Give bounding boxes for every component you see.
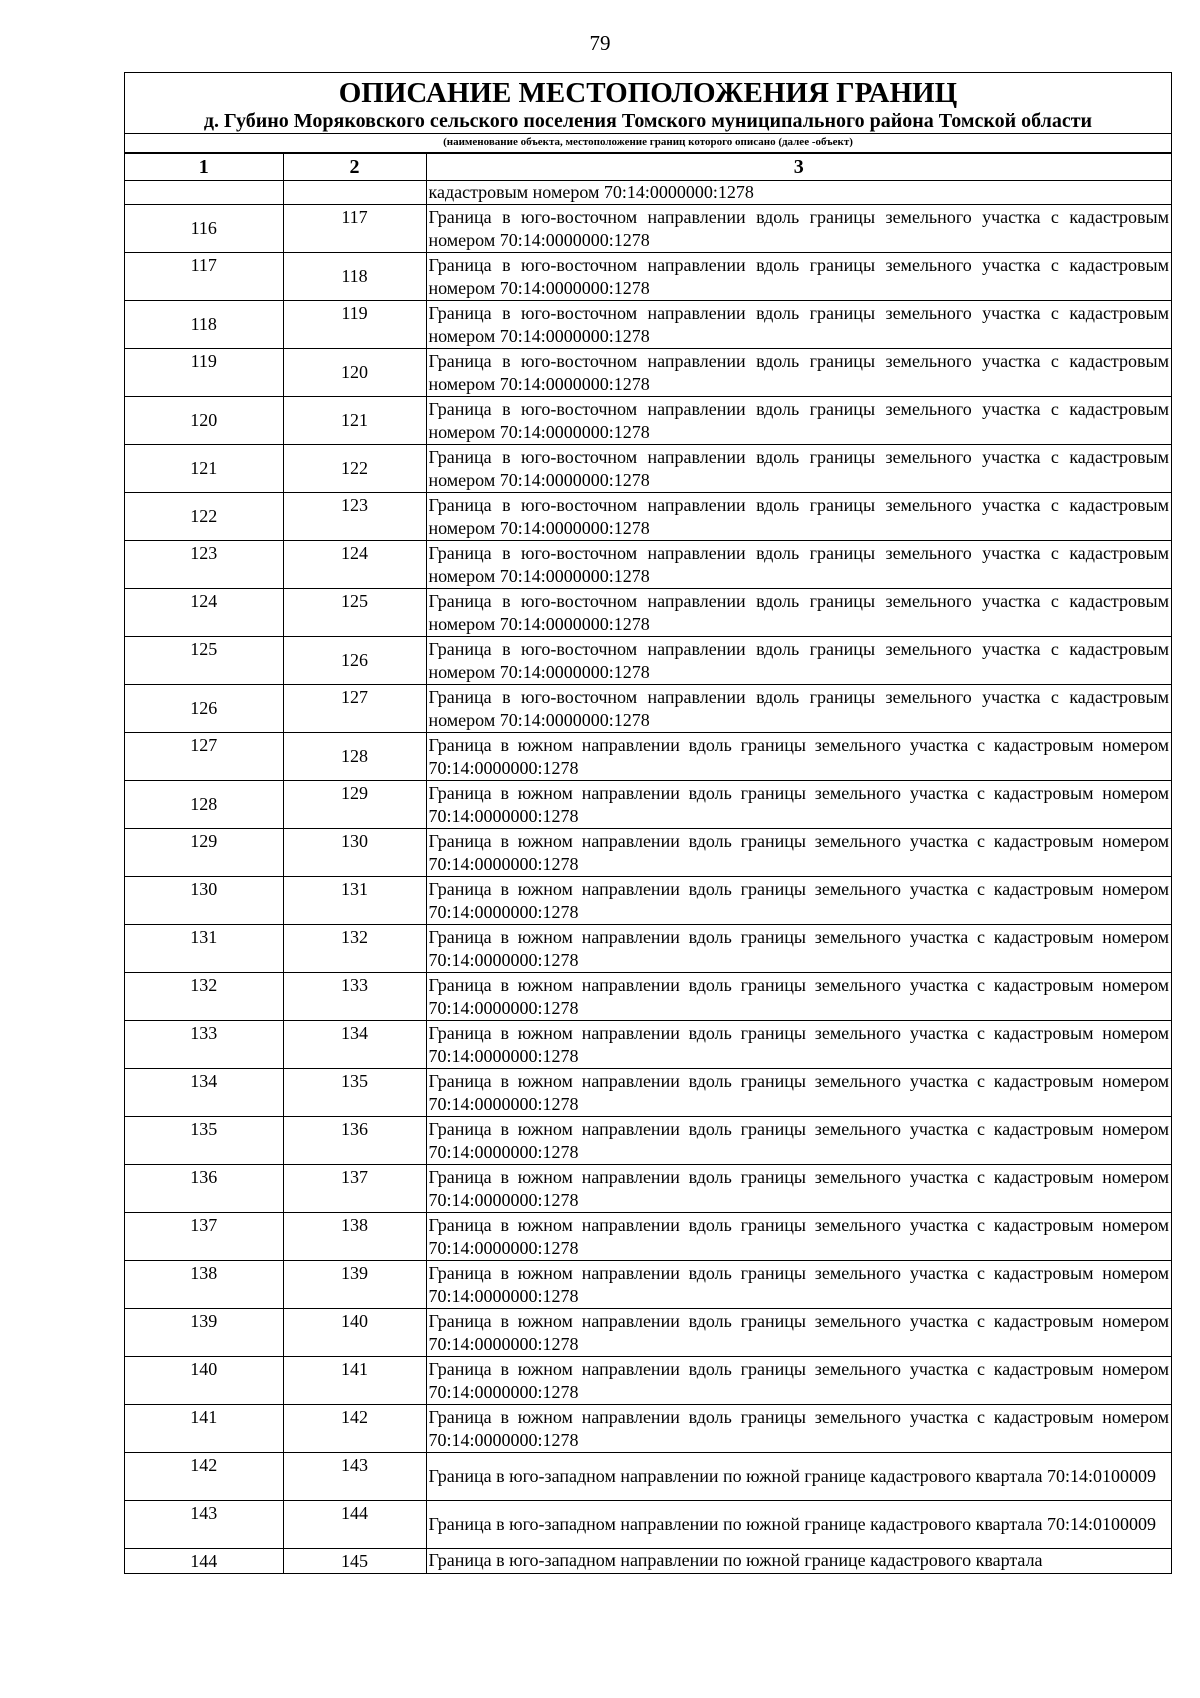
- description-cell: Граница в юго-восточном направлении вдоль границы земельного участка с кадастровым номером 70:14:0000000:1278: [426, 205, 1171, 253]
- boundary-table: [125, 152, 1171, 1573]
- point-to-cell: 142: [283, 1405, 426, 1453]
- point-from-cell: 124: [125, 589, 283, 637]
- description-cell: Граница в юго-восточном направлении вдоль границы земельного участка с кадастровым номером 70:14:0000000:1278: [426, 253, 1171, 301]
- description-cell: Граница в южном направлении вдоль границы земельного участка с кадастровым номером 70:14:0000000:1278: [426, 1021, 1171, 1069]
- description-cell: кадастровым номером 70:14:0000000:1278: [426, 181, 1171, 205]
- description-cell: Граница в южном направлении вдоль границы земельного участка с кадастровым номером 70:14:0000000:1278: [426, 829, 1171, 877]
- document-frame: [124, 72, 1172, 1574]
- point-from-cell: 140: [125, 1357, 283, 1405]
- table-row: [125, 1549, 1171, 1574]
- description-cell: Граница в южном направлении вдоль границы земельного участка с кадастровым номером 70:14:0000000:1278: [426, 1069, 1171, 1117]
- page-number: 79: [589, 31, 611, 55]
- point-to-cell: 136: [283, 1117, 426, 1165]
- table-row: [125, 301, 1171, 349]
- description-cell: Граница в южном направлении вдоль границы земельного участка с кадастровым номером 70:14:0000000:1278: [426, 1213, 1171, 1261]
- table-row: [125, 1501, 1171, 1549]
- point-to-cell: 127: [283, 685, 426, 733]
- point-to-cell: 134: [283, 1021, 426, 1069]
- point-from-cell: 120: [125, 397, 283, 445]
- description-cell: Граница в юго-западном направлении по южной границе кадастрового квартала: [426, 1549, 1171, 1574]
- table-row: [125, 973, 1171, 1021]
- table-row: [125, 1309, 1171, 1357]
- point-to-cell: 133: [283, 973, 426, 1021]
- point-from-cell: 130: [125, 877, 283, 925]
- description-cell: Граница в юго-западном направлении по южной границе кадастрового квартала 70:14:0100009: [426, 1501, 1171, 1549]
- table-row: [125, 1357, 1171, 1405]
- point-to-cell: 132: [283, 925, 426, 973]
- table-row: [125, 1117, 1171, 1165]
- point-from-cell: 127: [125, 733, 283, 781]
- point-from-cell: 137: [125, 1213, 283, 1261]
- description-cell: Граница в южном направлении вдоль границы земельного участка с кадастровым номером 70:14:0000000:1278: [426, 733, 1171, 781]
- column-header-3: 3: [426, 153, 1171, 181]
- table-row: [125, 925, 1171, 973]
- point-to-cell: 144: [283, 1501, 426, 1549]
- table-row: [125, 589, 1171, 637]
- point-from-cell: 128: [125, 781, 283, 829]
- description-cell: Граница в юго-восточном направлении вдоль границы земельного участка с кадастровым номером 70:14:0000000:1278: [426, 541, 1171, 589]
- table-row: [125, 493, 1171, 541]
- point-to-cell: 119: [283, 301, 426, 349]
- point-from-cell: 135: [125, 1117, 283, 1165]
- table-row: [125, 1453, 1171, 1501]
- point-from-cell: 131: [125, 925, 283, 973]
- point-to-cell: 139: [283, 1261, 426, 1309]
- table-row: [125, 1213, 1171, 1261]
- table-row: [125, 1165, 1171, 1213]
- point-to-cell: 137: [283, 1165, 426, 1213]
- point-from-cell: 134: [125, 1069, 283, 1117]
- description-cell: Граница в юго-восточном направлении вдоль границы земельного участка с кадастровым номером 70:14:0000000:1278: [426, 493, 1171, 541]
- description-cell: Граница в юго-восточном направлении вдоль границы земельного участка с кадастровым номером 70:14:0000000:1278: [426, 685, 1171, 733]
- description-cell: Граница в южном направлении вдоль границы земельного участка с кадастровым номером 70:14:0000000:1278: [426, 1165, 1171, 1213]
- point-to-cell: 138: [283, 1213, 426, 1261]
- table-row: [125, 1021, 1171, 1069]
- table-row: [125, 637, 1171, 685]
- table-row: [125, 1069, 1171, 1117]
- column-header-1: 1: [125, 153, 283, 181]
- table-header-row: [125, 153, 1171, 181]
- table-row: [125, 781, 1171, 829]
- point-to-cell: 140: [283, 1309, 426, 1357]
- point-from-cell: 143: [125, 1501, 283, 1549]
- description-cell: Граница в юго-восточном направлении вдоль границы земельного участка с кадастровым номером 70:14:0000000:1278: [426, 589, 1171, 637]
- point-from-cell: 122: [125, 493, 283, 541]
- point-from-cell: 144: [125, 1549, 283, 1574]
- point-from-cell: 139: [125, 1309, 283, 1357]
- description-cell: Граница в юго-восточном направлении вдоль границы земельного участка с кадастровым номером 70:14:0000000:1278: [426, 637, 1171, 685]
- point-from-cell: 141: [125, 1405, 283, 1453]
- description-cell: Граница в юго-восточном направлении вдоль границы земельного участка с кадастровым номером 70:14:0000000:1278: [426, 445, 1171, 493]
- table-row: [125, 829, 1171, 877]
- point-to-cell: 131: [283, 877, 426, 925]
- document-caption: (наименование объекта, местоположение границ которого описано (далее -объект): [125, 133, 1171, 152]
- description-cell: Граница в южном направлении вдоль границы земельного участка с кадастровым номером 70:14:0000000:1278: [426, 1405, 1171, 1453]
- point-to-cell: 120: [283, 349, 426, 397]
- point-from-cell: 123: [125, 541, 283, 589]
- table-row: [125, 685, 1171, 733]
- point-to-cell: 118: [283, 253, 426, 301]
- document-title: ОПИСАНИЕ МЕСТОПОЛОЖЕНИЯ ГРАНИЦ: [338, 77, 958, 109]
- point-to-cell: 128: [283, 733, 426, 781]
- column-header-2: 2: [283, 153, 426, 181]
- description-cell: Граница в южном направлении вдоль границы земельного участка с кадастровым номером 70:14:0000000:1278: [426, 781, 1171, 829]
- point-to-cell: 117: [283, 205, 426, 253]
- description-cell: Граница в южном направлении вдоль границы земельного участка с кадастровым номером 70:14:0000000:1278: [426, 1309, 1171, 1357]
- point-from-cell: 138: [125, 1261, 283, 1309]
- point-to-cell: 141: [283, 1357, 426, 1405]
- table-row: [125, 253, 1171, 301]
- point-to-cell: 145: [283, 1549, 426, 1574]
- point-to-cell: 125: [283, 589, 426, 637]
- description-cell: Граница в южном направлении вдоль границы земельного участка с кадастровым номером 70:14:0000000:1278: [426, 973, 1171, 1021]
- document-subtitle: д. Губино Моряковского сельского поселения Томского муниципального района Томской области: [203, 110, 1093, 132]
- description-cell: Граница в юго-западном направлении по южной границе кадастрового квартала 70:14:0100009: [426, 1453, 1171, 1501]
- description-cell: Граница в юго-восточном направлении вдоль границы земельного участка с кадастровым номером 70:14:0000000:1278: [426, 397, 1171, 445]
- point-from-cell: 126: [125, 685, 283, 733]
- table-row: [125, 1261, 1171, 1309]
- point-to-cell: 129: [283, 781, 426, 829]
- point-from-cell: [125, 181, 283, 205]
- table-row: [125, 205, 1171, 253]
- point-from-cell: 121: [125, 445, 283, 493]
- point-from-cell: 116: [125, 205, 283, 253]
- point-from-cell: 125: [125, 637, 283, 685]
- point-to-cell: 122: [283, 445, 426, 493]
- point-from-cell: 133: [125, 1021, 283, 1069]
- point-to-cell: 123: [283, 493, 426, 541]
- point-from-cell: 136: [125, 1165, 283, 1213]
- point-from-cell: 142: [125, 1453, 283, 1501]
- table-row: [125, 877, 1171, 925]
- point-from-cell: 132: [125, 973, 283, 1021]
- table-row: [125, 733, 1171, 781]
- description-cell: Граница в южном направлении вдоль границы земельного участка с кадастровым номером 70:14:0000000:1278: [426, 1261, 1171, 1309]
- table-row: [125, 181, 1171, 205]
- point-to-cell: 124: [283, 541, 426, 589]
- description-cell: Граница в юго-восточном направлении вдоль границы земельного участка с кадастровым номером 70:14:0000000:1278: [426, 349, 1171, 397]
- description-cell: Граница в южном направлении вдоль границы земельного участка с кадастровым номером 70:14:0000000:1278: [426, 1117, 1171, 1165]
- table-row: [125, 445, 1171, 493]
- table-row: [125, 397, 1171, 445]
- point-from-cell: 117: [125, 253, 283, 301]
- point-from-cell: 129: [125, 829, 283, 877]
- point-to-cell: 126: [283, 637, 426, 685]
- point-from-cell: 118: [125, 301, 283, 349]
- point-to-cell: 143: [283, 1453, 426, 1501]
- table-row: [125, 541, 1171, 589]
- description-cell: Граница в южном направлении вдоль границы земельного участка с кадастровым номером 70:14:0000000:1278: [426, 877, 1171, 925]
- table-body: [125, 181, 1171, 1574]
- point-to-cell: [283, 181, 426, 205]
- point-to-cell: 130: [283, 829, 426, 877]
- description-cell: Граница в южном направлении вдоль границы земельного участка с кадастровым номером 70:14:0000000:1278: [426, 925, 1171, 973]
- description-cell: Граница в юго-восточном направлении вдоль границы земельного участка с кадастровым номером 70:14:0000000:1278: [426, 301, 1171, 349]
- table-row: [125, 349, 1171, 397]
- point-to-cell: 121: [283, 397, 426, 445]
- point-from-cell: 119: [125, 349, 283, 397]
- description-cell: Граница в южном направлении вдоль границы земельного участка с кадастровым номером 70:14:0000000:1278: [426, 1357, 1171, 1405]
- table-row: [125, 1405, 1171, 1453]
- point-to-cell: 135: [283, 1069, 426, 1117]
